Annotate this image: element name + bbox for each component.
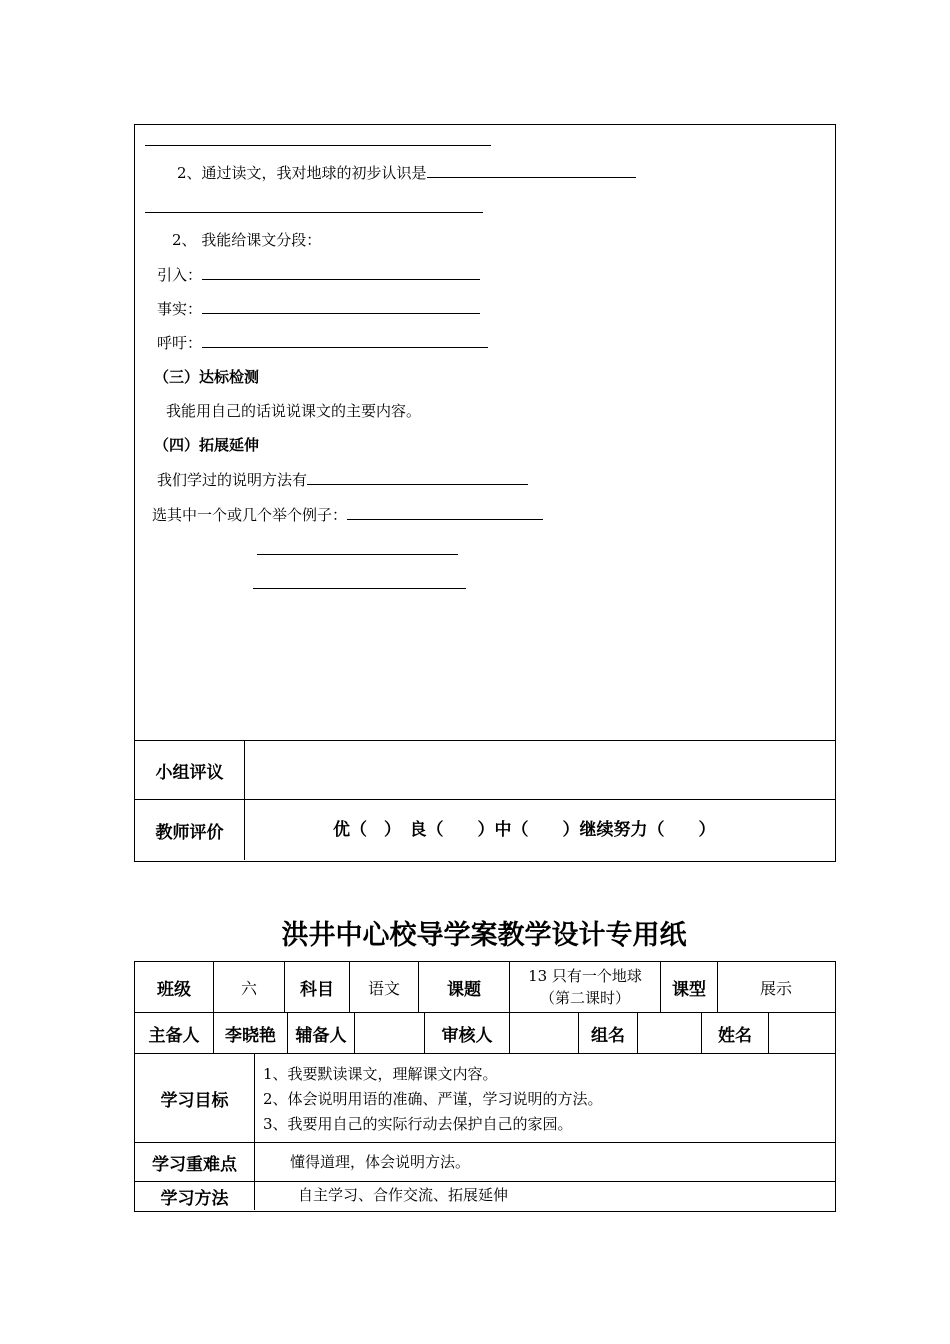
method-label: 学习方法 bbox=[160, 1188, 229, 1209]
section-facts-line[interactable] bbox=[202, 299, 480, 314]
assistant-label: 辅备人 bbox=[295, 1025, 347, 1046]
focus-value: 懂得道理，体会说明方法。 bbox=[290, 1153, 471, 1171]
methods-line[interactable] bbox=[307, 470, 528, 485]
earth-answer-line-2[interactable] bbox=[145, 198, 483, 213]
teacher-review-label: 教师评价 bbox=[155, 822, 224, 843]
group-name-field[interactable] bbox=[638, 1013, 701, 1053]
class-label: 班级 bbox=[157, 979, 191, 1000]
example-line-3[interactable] bbox=[253, 574, 466, 589]
type-value: 展示 bbox=[759, 978, 792, 998]
topic-line-1: 13 只有一个地球 bbox=[528, 967, 642, 985]
topic-value bbox=[510, 962, 660, 1012]
example-line-1[interactable] bbox=[347, 505, 543, 520]
heading-check: （三）达标检测 bbox=[154, 368, 260, 386]
section-appeal-label: 呼吁： bbox=[157, 334, 203, 352]
form-title: 洪井中心校导学案教学设计专用纸 bbox=[281, 920, 687, 951]
class-value: 六 bbox=[240, 978, 257, 998]
earth-answer-line[interactable] bbox=[427, 163, 636, 178]
example-prompt: 选其中一个或几个举个例子： bbox=[152, 506, 348, 524]
goals-label: 学习目标 bbox=[160, 1090, 229, 1111]
goal-item-1: 1、我要默读课文，理解课文内容。 bbox=[263, 1065, 498, 1083]
preparer-value: 李晓艳 bbox=[225, 1025, 276, 1046]
preparer-label: 主备人 bbox=[148, 1025, 200, 1046]
group-review-label: 小组评议 bbox=[155, 762, 224, 783]
example-line-2[interactable] bbox=[257, 540, 458, 555]
reviewer-field[interactable] bbox=[510, 1013, 578, 1053]
goal-item-2: 2、体会说明用语的准确、严谨，学习说明的方法。 bbox=[263, 1090, 603, 1108]
methods-prompt: 我们学过的说明方法有 bbox=[157, 471, 308, 489]
name-label: 姓名 bbox=[718, 1025, 752, 1046]
goal-item-3: 3、我要用自己的实际行动去保护自己的家园。 bbox=[263, 1115, 573, 1133]
section-intro-label: 引入： bbox=[157, 266, 203, 284]
methods-question bbox=[157, 470, 528, 489]
section-appeal-line[interactable] bbox=[202, 333, 488, 348]
topic-line-2: （第二课时） bbox=[539, 989, 630, 1007]
group-name-label: 组名 bbox=[591, 1025, 625, 1046]
answer-line[interactable] bbox=[145, 131, 491, 146]
section-intro bbox=[157, 265, 480, 284]
question-divide: 2、 我能给课文分段： bbox=[172, 231, 322, 249]
section-facts-label: 事实： bbox=[157, 300, 203, 318]
teacher-grades: 优（ ） 良（ ）中（ ）继续努力（ ） bbox=[333, 820, 716, 840]
heading-extend: （四）拓展延伸 bbox=[154, 436, 260, 454]
reviewer-label: 审核人 bbox=[441, 1025, 493, 1046]
example-question bbox=[152, 505, 543, 524]
group-review-field[interactable] bbox=[245, 741, 834, 799]
topic-label: 课题 bbox=[447, 979, 481, 1000]
subject-label: 科目 bbox=[300, 979, 334, 1000]
method-value: 自主学习、合作交流、拓展延伸 bbox=[298, 1186, 509, 1204]
question-earth-text: 2、通过读文，我对地球的初步认识是 bbox=[177, 164, 427, 182]
type-label: 课型 bbox=[672, 979, 706, 1000]
label-column-divider bbox=[254, 1053, 255, 1210]
section-appeal bbox=[157, 333, 488, 352]
goals-list bbox=[263, 1062, 603, 1137]
check-text: 我能用自己的话说说课文的主要内容。 bbox=[166, 402, 422, 420]
section-intro-line[interactable] bbox=[202, 265, 480, 280]
subject-value: 语文 bbox=[367, 978, 400, 998]
question-earth bbox=[177, 163, 636, 182]
name-field[interactable] bbox=[769, 1013, 834, 1053]
focus-label: 学习重难点 bbox=[152, 1154, 237, 1175]
section-facts bbox=[157, 299, 480, 318]
assistant-field[interactable] bbox=[355, 1013, 424, 1053]
